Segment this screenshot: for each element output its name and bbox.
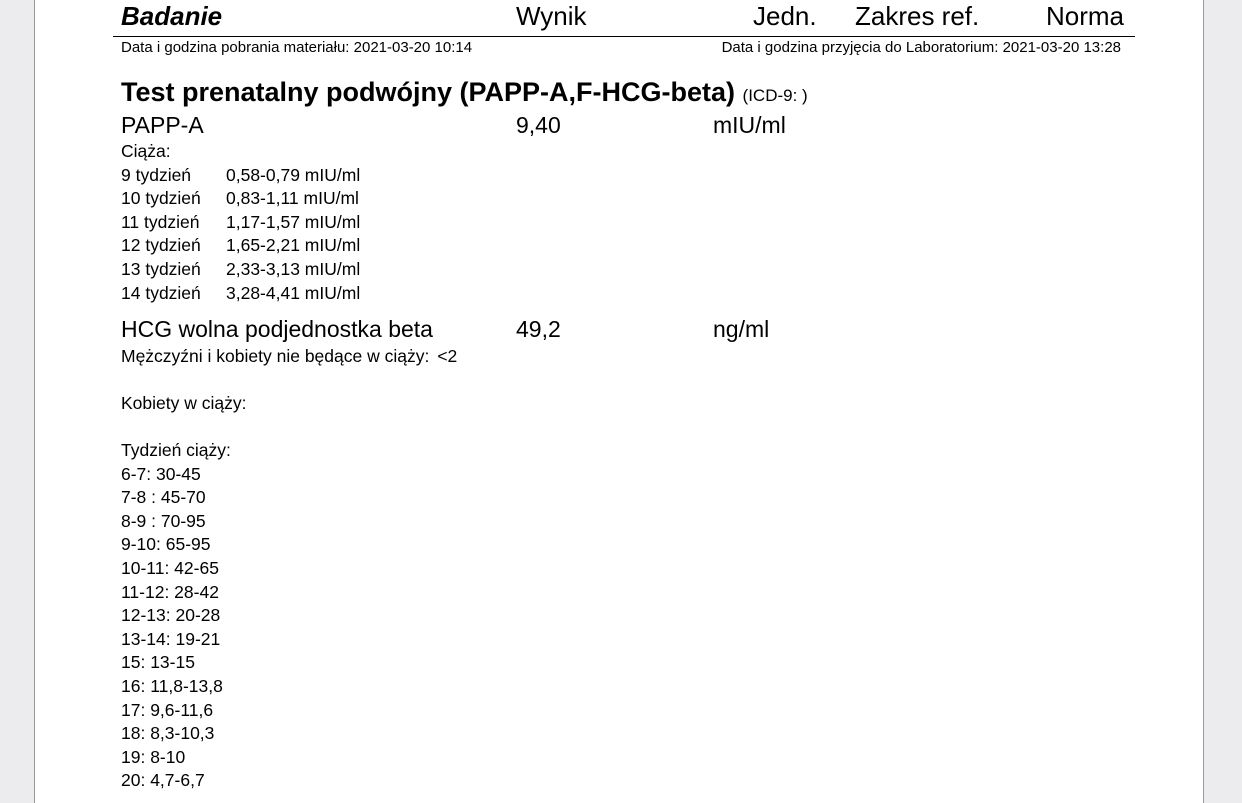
hcg-value: 49,2 — [516, 316, 561, 342]
range-value: 0,83-1,11 mIU/ml — [226, 188, 359, 209]
non-pregnant-value: <2 — [437, 346, 458, 366]
hcg-week-ranges — [121, 439, 231, 793]
pregnant-label: Kobiety w ciąży: — [121, 393, 247, 413]
hcg-range-row: 12-13: 20-28 — [121, 605, 221, 626]
hcg-range-row: 15: 13-15 — [121, 652, 195, 673]
hcg-range-row: 7-8 : 45-70 — [121, 487, 206, 508]
hcg-range-row: 10-11: 42-65 — [121, 557, 219, 578]
column-header-norm: Norma — [1046, 1, 1125, 31]
column-header-ref-range: Zakres ref. — [855, 1, 980, 31]
range-week: 12 tydzień — [121, 235, 201, 256]
papp-a-range-row — [121, 211, 360, 235]
week-heading: Tydzień ciąży: — [121, 440, 231, 460]
header-divider — [113, 36, 1135, 37]
hcg-range-row: 19: 8-10 — [121, 746, 186, 767]
papp-a-unit: mIU/ml — [713, 112, 786, 138]
test-title-text: Test prenatalny podwójny (PAPP-A,F-HCG-beta) — [121, 77, 736, 107]
hcg-name: HCG wolna podjednostka beta — [121, 316, 433, 342]
hcg-range-row: 8-9 : 70-95 — [121, 510, 206, 531]
lab-report-page — [34, 0, 1204, 803]
hcg-non-pregnant-row — [121, 345, 457, 369]
hcg-range-row: 20: 4,7-6,7 — [121, 770, 205, 791]
hcg-range-row: 6-7: 30-45 — [121, 463, 201, 484]
hcg-range-row: 18: 8,3-10,3 — [121, 723, 215, 744]
hcg-pregnant-label — [121, 392, 246, 416]
range-week: 9 tydzień — [121, 164, 192, 185]
column-header-result: Wynik — [516, 1, 587, 31]
range-value: 3,28-4,41 mIU/ml — [226, 282, 361, 303]
papp-a-name: PAPP-A — [121, 112, 204, 138]
hcg-range-row: 11-12: 28-42 — [121, 581, 219, 602]
hcg-non-pregnant-ref — [121, 345, 457, 369]
range-week: 11 tydzień — [121, 211, 200, 232]
papp-a-reference-ranges — [121, 140, 360, 305]
papp-a-range-row — [121, 164, 360, 188]
icd-code: (ICD-9: ) — [742, 86, 808, 105]
test-title — [121, 76, 808, 112]
range-value: 0,58-0,79 mIU/ml — [226, 164, 361, 185]
hcg-unit: ng/ml — [713, 316, 770, 342]
hcg-range-row: 13-14: 19-21 — [121, 628, 221, 649]
papp-a-range-row — [121, 234, 360, 258]
papp-a-value: 9,40 — [516, 112, 561, 138]
range-week: 13 tydzień — [121, 258, 201, 279]
range-week: 14 tydzień — [121, 282, 201, 303]
hcg-range-row: 17: 9,6-11,6 — [121, 699, 214, 720]
papp-a-ref-heading: Ciąża: — [121, 141, 171, 161]
hcg-range-row: 16: 11,8-13,8 — [121, 675, 223, 696]
papp-a-range-row — [121, 187, 360, 211]
collection-datetime: Data i godzina pobrania materiału: 2021-03-20 10:14 — [121, 39, 473, 56]
column-header-unit: Jedn. — [753, 1, 817, 31]
range-value: 2,33-3,13 mIU/ml — [226, 258, 361, 279]
range-value: 1,65-2,21 mIU/ml — [226, 235, 361, 256]
column-header-test: Badanie — [121, 1, 223, 31]
range-week: 10 tydzień — [121, 188, 201, 209]
non-pregnant-label: Mężczyźni i kobiety nie będące w ciąży: — [121, 346, 430, 366]
range-value: 1,17-1,57 mIU/ml — [226, 211, 361, 232]
papp-a-range-row — [121, 282, 360, 306]
papp-a-range-row — [121, 258, 360, 282]
received-datetime: Data i godzina przyjęcia do Laboratorium: 2021-03-20 13:28 — [721, 39, 1121, 56]
hcg-range-row: 9-10: 65-95 — [121, 534, 211, 555]
